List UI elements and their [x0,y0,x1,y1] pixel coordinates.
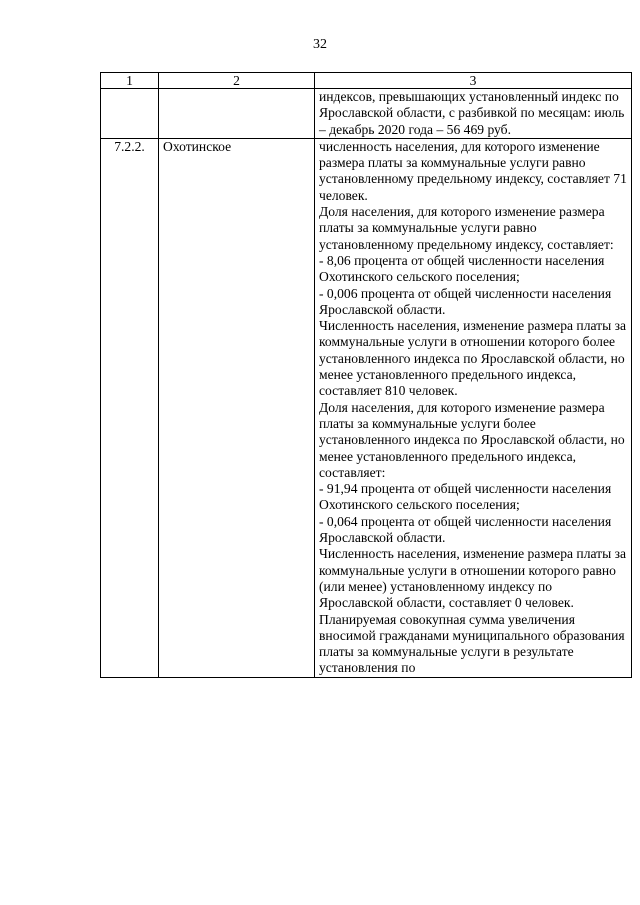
row-text-cell: индексов, превышающих установленный индекс по Ярославской области, с разбивкой по месяцам: июль – декабрь 2020 года – 56 469 руб. [315,89,632,139]
header-col-1: 1 [101,73,159,89]
paragraph: - 0,064 процента от общей численности населения Ярославской области. [319,513,612,546]
paragraph: Доля населения, для которого изменение размера платы за коммунальные услуги более установленного индекса по Ярославской области, но менее установленного предельного индекса, составляет: [319,399,625,480]
row-name-cell [159,89,315,139]
row-number-cell [101,89,159,139]
table-row-7-2-2 [101,138,632,677]
row-name-cell: Охотинское [159,138,315,677]
table-header-row [101,73,632,89]
paragraph: Доля населения, для которого изменение размера платы за коммунальные услуги равно установленному предельному индексу, составляет: [319,204,614,252]
paragraph: - 8,06 процента от общей численности населения Охотинского сельского поселения; [319,252,605,285]
header-col-3: 3 [315,73,632,89]
paragraph: - 91,94 процента от общей численности населения Охотинского сельского поселения; [319,481,612,513]
paragraph: Численность населения, изменение размера платы за коммунальные услуги в отношении которого более установленного индекса по Ярославской области, но менее установленного предельного индекса, составляет 810 человек. [319,318,627,399]
row-text-cell [315,138,632,677]
page-number: 32 [313,37,327,52]
data-table [100,72,632,678]
paragraph: Планируемая совокупная сумма увеличения вносимой гражданами муниципального образования платы за коммунальные услуги в результате установления по [319,611,625,676]
paragraph: Численность населения, изменение размера платы за коммунальные услуги в отношении которого равно (или менее) установленному индексу по Ярославской области, составляет 0 человек. [319,546,627,611]
paragraph: численность населения, для которого изменение размера платы за коммунальные услуги равно установленному предельному индексу, составляет 71 человек. [319,138,627,203]
header-col-2: 2 [159,73,315,89]
paragraph: - 0,006 процента от общей численности населения Ярославской области. [319,285,612,317]
table-row-continuation [101,89,632,139]
row-number-cell: 7.2.2. [101,138,159,677]
